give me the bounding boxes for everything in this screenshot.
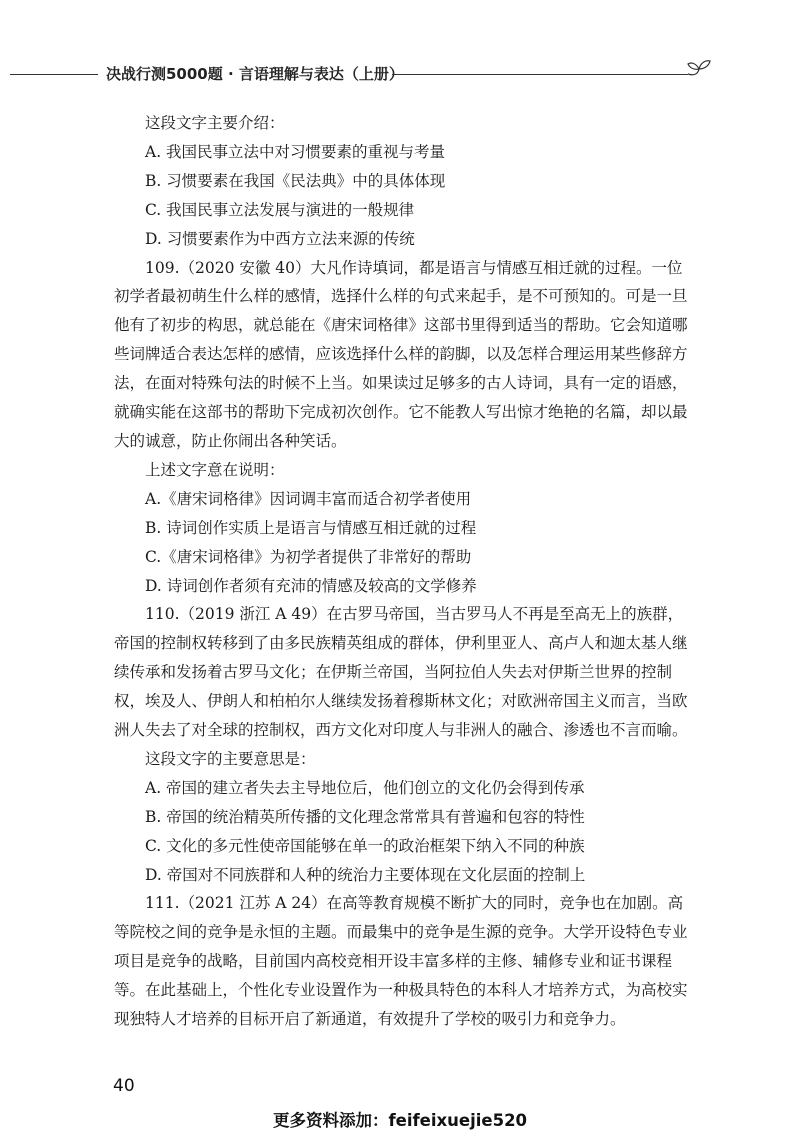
page-number: 40 [113,1076,135,1096]
question-passage: 109.（2020 安徽 40）大凡作诗填词，都是语言与情感互相迁就的过程。一位初学者最初萌生什么样的感情，选择什么样的句式来起手，是不可预知的。可是一旦他有了初步的构思，就总能在《唐宋词格律》这部书里得到适当的帮助。它会知道哪些词牌适合表达怎样的感情，应该选择什么样的韵脚，以及怎样合理运用某些修辞方法，在面对特殊句法的时候不上当。如果读过足够多的古人诗词，具有一定的语感，就确实能在这部书的帮助下完成初次创作。它不能教人写出惊才绝艳的名篇，却以最大的诚意，防止你闹出各种笑话。 [114,258,688,450]
sprout-icon [684,56,714,86]
question-passage: 111.（2021 江苏 A 24）在高等教育规模不断扩大的同时，竞争也在加剧。高等院校之间的竞争是永恒的主题。而最集中的竞争是生源的竞争。大学开设特色专业项目是竞争的战略，目前国内高校竞相开设丰富多样的主修、辅修专业和证书课程等。在此基础上，个性化专业设置作为一种极具特色的本科人才培养方式，为高校实现独特人才培养的目标开启了新通道，有效提升了学校的吸引力和竞争力。 [114,894,688,1029]
question-111 [114,889,698,1034]
question-stem: 这段文字的主要意思是： [145,749,316,768]
footer-watermark: 更多资料添加：feifeixuejie520 [272,1111,528,1130]
option-d: D. 帝国对不同族群和人种的统治力主要体现在文化层面的控制上 [145,865,586,884]
header-title: 决战行测5000题 · 言语理解与表达（上册） [106,65,404,83]
question-stem: 上述文字意在说明： [145,460,285,479]
option-a: A. 帝国的建立者失去主导地位后，他们创立的文化仍会得到传承 [145,778,585,797]
question-passage: 110.（2019 浙江 A 49）在古罗马帝国，当古罗马人不再是至高无上的族群，帝国的控制权转移到了由多民族精英组成的群体，伊利里亚人、高卢人和迦太基人继续传承和发扬着古罗马文化；在伊斯兰帝国，当阿拉伯人失去对伊斯兰世界的控制权，埃及人、伊朗人和柏柏尔人继续发扬着穆斯林文化；对欧洲帝国主义而言，当欧洲人失去了对全球的控制权，西方文化对印度人与非洲人的融合、渗透也不言而喻。 [114,605,688,740]
running-header [0,58,800,92]
header-rule-left [10,74,98,75]
option-a: A.《唐宋词格律》因词调丰富而适合初学者使用 [145,489,472,508]
option-b: B. 习惯要素在我国《民法典》中的具体体现 [145,171,446,190]
option-d: D. 习惯要素作为中西方立法来源的传统 [145,229,415,248]
header-rule-right [392,74,688,75]
option-c: C. 文化的多元性使帝国能够在单一的政治框架下纳入不同的种族 [145,836,585,855]
option-c: C. 我国民事立法发展与演进的一般规律 [145,200,415,219]
option-c: C.《唐宋词格律》为初学者提供了非常好的帮助 [145,547,472,566]
option-b: B. 帝国的统治精英所传播的文化理念常常具有普遍和包容的特性 [145,807,585,826]
question-109 [114,254,698,601]
question-110 [114,600,698,889]
option-d: D. 诗词创作者须有充沛的情感及较高的文学修养 [145,576,477,595]
question-108-tail [114,109,698,254]
question-stem: 这段文字主要介绍： [145,114,285,132]
page-content [114,109,698,1034]
option-b: B. 诗词创作实质上是语言与情感互相迁就的过程 [145,518,477,537]
option-a: A. 我国民事立法中对习惯要素的重视与考量 [145,142,446,161]
